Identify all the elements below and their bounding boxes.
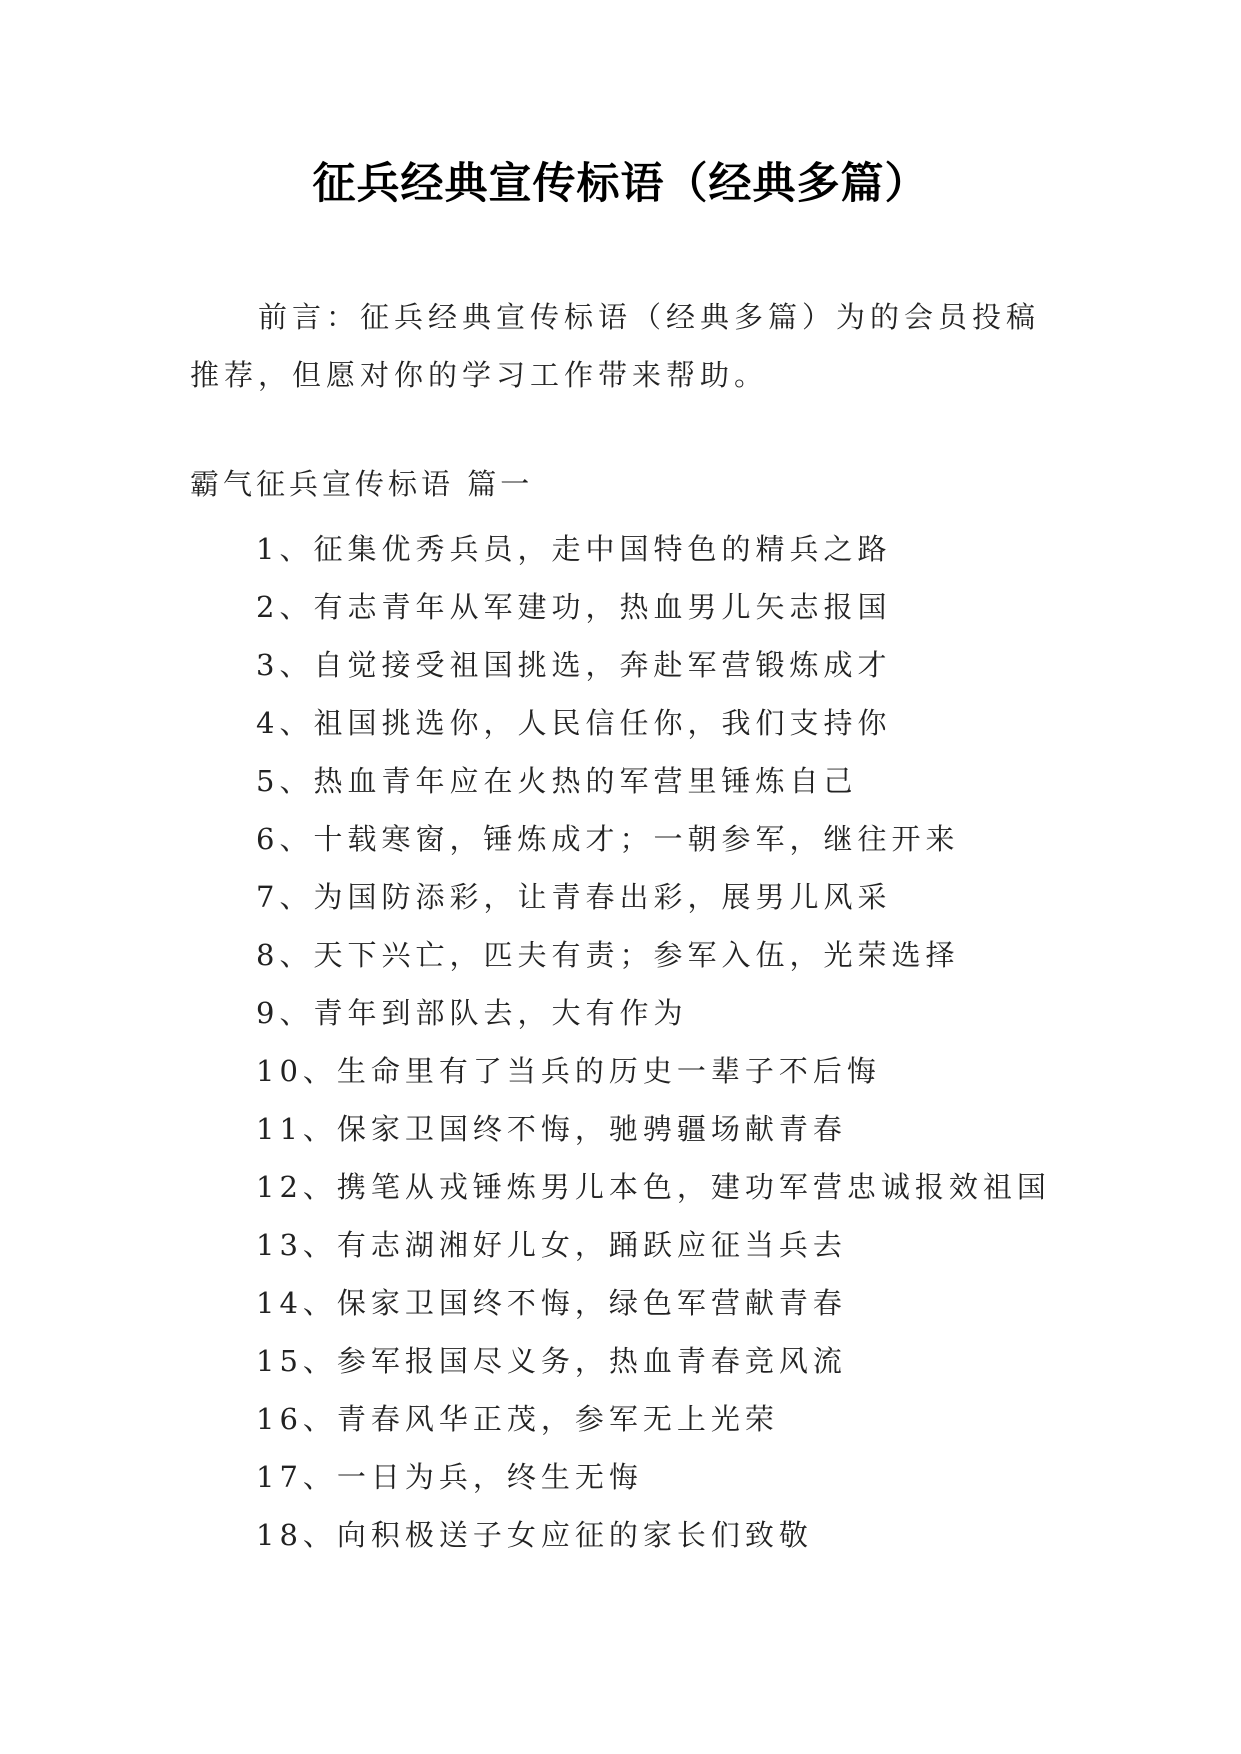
list-item: 5、热血青年应在火热的军营里锤炼自己 [256,764,858,798]
list-item: 17、一日为兵，终生无悔 [256,1460,643,1494]
list-item: 10、生命里有了当兵的历史一辈子不后悔 [256,1054,881,1088]
slogan-list [256,520,1051,1564]
list-item: 9、青年到部队去，大有作为 [256,996,688,1030]
list-item: 15、参军报国尽义务，热血青春竞风流 [256,1344,847,1378]
list-item: 2、有志青年从军建功，热血男儿矢志报国 [256,590,892,624]
list-item: 4、祖国挑选你，人民信任你，我们支持你 [256,706,892,740]
list-item: 13、有志湖湘好儿女，踊跃应征当兵去 [256,1228,847,1262]
page-title: 征兵经典宣传标语（经典多篇） [312,159,929,209]
list-item: 12、携笔从戎锤炼男儿本色，建功军营忠诚报效祖国 [256,1170,1051,1204]
list-item: 3、自觉接受祖国挑选，奔赴军营锻炼成才 [256,648,892,682]
list-item: 11、保家卫国终不悔，驰骋疆场献青春 [256,1112,847,1146]
preface-paragraph: 前言：征兵经典宣传标语（经典多篇）为的会员投稿推荐，但愿对你的学习工作带来帮助。 [190,300,1041,392]
list-item: 7、为国防添彩，让青春出彩，展男儿风采 [256,880,892,914]
list-item: 8、天下兴亡，匹夫有责；参军入伍，光荣选择 [256,938,960,972]
section-heading: 霸气征兵宣传标语 篇一 [190,467,534,501]
list-item: 16、青春风华正茂，参军无上光荣 [256,1402,779,1436]
list-item: 1、征集优秀兵员，走中国特色的精兵之路 [256,532,892,566]
list-item: 14、保家卫国终不悔，绿色军营献青春 [256,1286,847,1320]
list-item: 18、向积极送子女应征的家长们致敬 [256,1518,813,1552]
list-item: 6、十载寒窗，锤炼成才；一朝参军，继往开来 [256,822,960,856]
